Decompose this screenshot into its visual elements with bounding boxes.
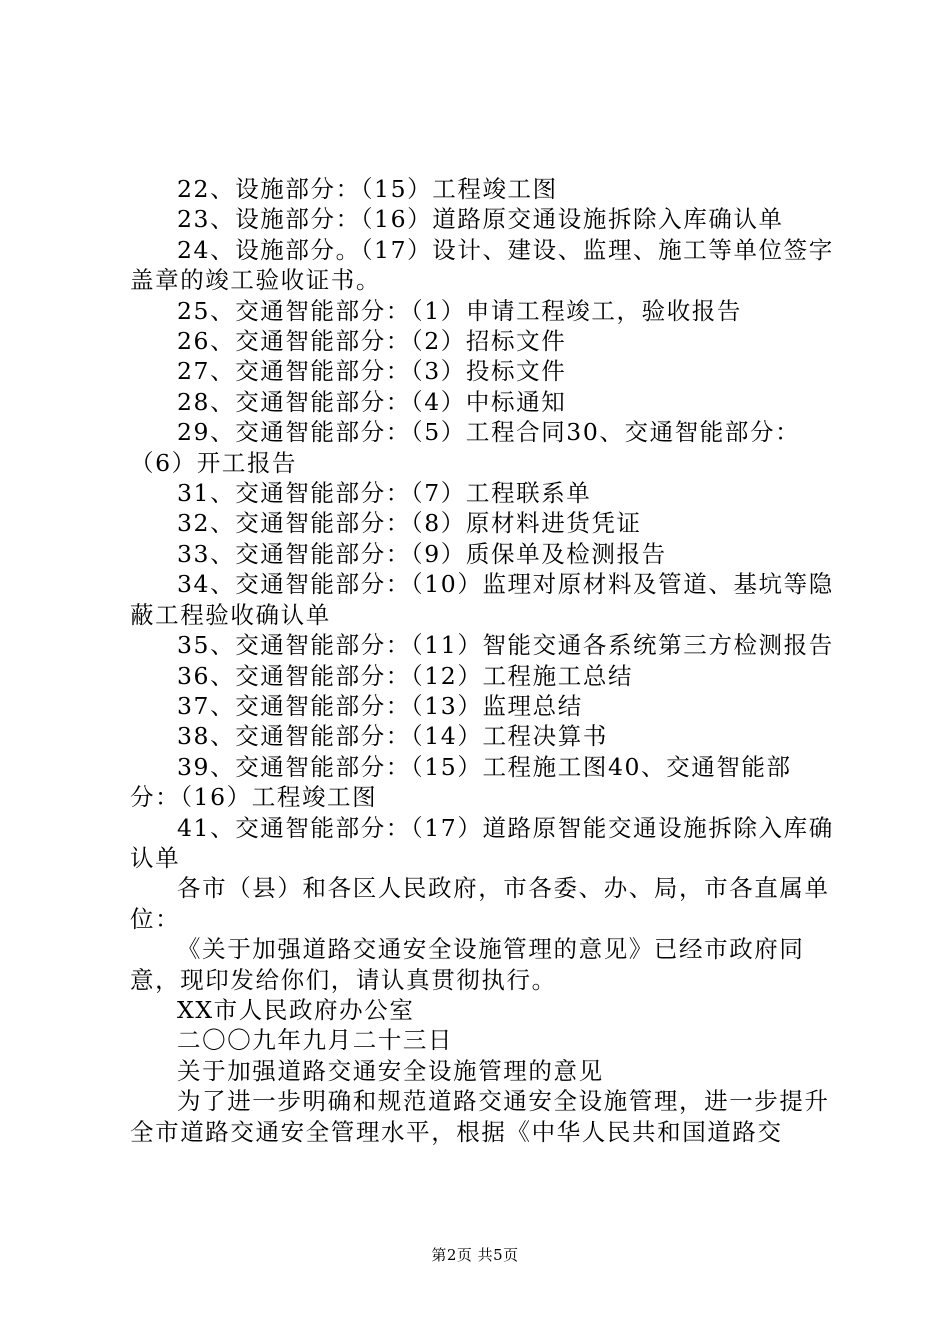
paragraph-38: 38、交通智能部分：（14）工程决算书: [177, 722, 608, 751]
issuer-line: XX市人民政府办公室: [177, 995, 415, 1024]
page-footer: 第2页 共5页: [431, 1246, 519, 1264]
paragraph-41: 41、交通智能部分：（17）道路原智能交通设施拆除入库确认单: [130, 813, 834, 872]
paragraph-39-40: 39、交通智能部分：（15）工程施工图40、交通智能部分：（16）工程竣工图: [130, 752, 792, 812]
paragraph-33: 33、交通智能部分：（9）质保单及检测报告: [177, 539, 667, 568]
intro-paragraph: 为了进一步明确和规范道路交通安全设施管理，进一步提升全市道路交通安全管理水平，根据《中华人民共和国道路交: [130, 1087, 830, 1146]
paragraph-31: 31、交通智能部分：（7）工程联系单: [177, 479, 592, 508]
paragraph-36: 36、交通智能部分：（12）工程施工总结: [177, 661, 634, 690]
addressee-line: 各市（县）和各区人民政府，市各委、办、局，市各直属单位：: [130, 874, 830, 933]
paragraph-29-30: 29、交通智能部分：（5）工程合同30、交通智能部分：（6）开工报告: [130, 418, 801, 477]
paragraph-34: 34、交通智能部分：（10）监理对原材料及管道、基坑等隐蔽工程验收确认单: [130, 570, 834, 629]
paragraph-25: 25、交通智能部分：（1）申请工程竣工，验收报告: [177, 296, 743, 325]
paragraph-32: 32、交通智能部分：（8）原材料进货凭证: [177, 509, 642, 538]
paragraph-23: 23、设施部分：（16）道路原交通设施拆除入库确认单: [177, 205, 784, 234]
paragraph-24: 24、设施部分。（17）设计、建设、监理、施工等单位签字盖章的竣工验收证书。: [130, 235, 834, 295]
document-title-line: 关于加强道路交通安全设施管理的意见: [177, 1056, 604, 1085]
paragraph-28: 28、交通智能部分：（4）中标通知: [177, 387, 567, 416]
notice-paragraph: 《关于加强道路交通安全设施管理的意见》已经市政府同意，现印发给你们，请认真贯彻执行。: [130, 935, 805, 994]
paragraph-27: 27、交通智能部分：（3）投标文件: [177, 357, 567, 386]
paragraph-37: 37、交通智能部分：（13）监理总结: [177, 691, 583, 720]
paragraph-35: 35、交通智能部分：（11）智能交通各系统第三方检测报告: [177, 631, 834, 660]
document-body: [130, 174, 835, 1147]
paragraph-22: 22、设施部分：（15）工程竣工图: [177, 175, 558, 203]
paragraph-26: 26、交通智能部分：（2）招标文件: [177, 327, 567, 356]
date-line: 二〇〇九年九月二十三日: [177, 1026, 454, 1055]
